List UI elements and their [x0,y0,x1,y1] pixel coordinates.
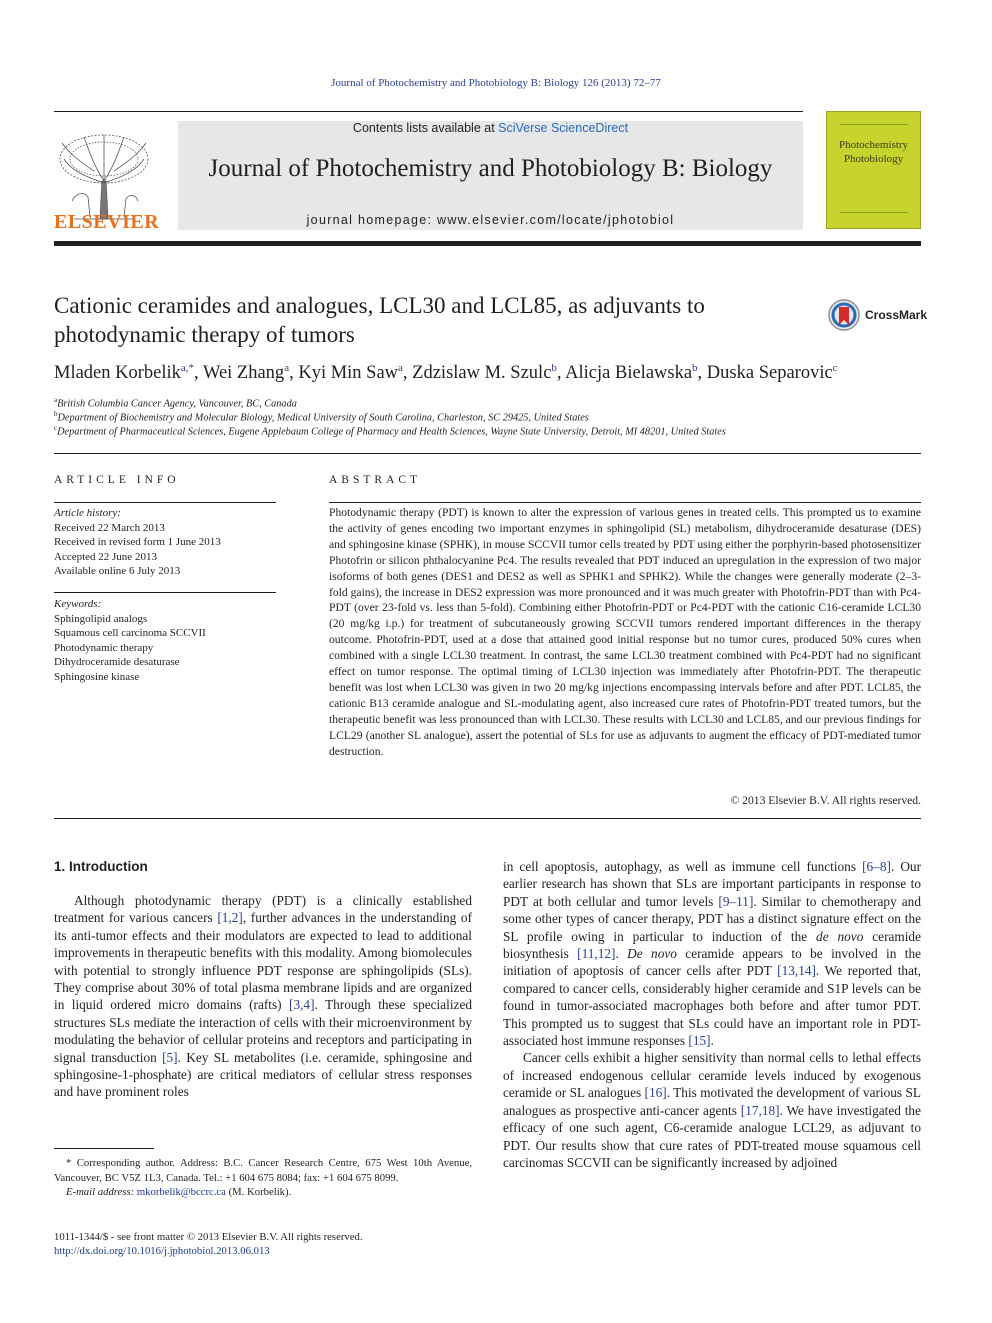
author-affiliation-marker[interactable]: a [284,362,290,374]
abstract-text: Photodynamic therapy (PDT) is known to alter the expression of various genes in treated cells. This prompted us to examine the activity of genes encoding two important enzymes in sphingolipid (SL) metabolism, dihydroceramide desaturase (DES) and sphingosine kinase (SPHK), in mouse SCCVII tumor cells treated by PDT using either the porphyrin-based photosensitizer Photofrin or silicon phthalocyanine Pc4. The results revealed that PDT induced an upregulation in the expression of two major isoforms of both genes (DES1 and DES2 as well as SPHK1 and SPHK2). While the changes were generally moderate (2–3-fold gains), the increase in DES2 expression was more pronounced and it was much greater with Photofrin-PDT than with Pc4-PDT (over 23-fold vs. less than 5-fold). Combining either Photofrin-PDT or Pc4-PDT with the cationic C16-ceramide LCL30 (20 mg/kg i.p.) for treatment of subcutaneously growing SCCVII tumors rendered important differences in the therapy outcome. Photofrin-PDT, used at a dose that attained good initial response but no tumor cures, produced 50% cures when combined with a single LCL30 treatment. In contrast, the same LCL30 treatment combined with Pc4-PDT had no significant effect on tumor response. The optimal timing of LCL30 injection was immediately after Photofrin-PDT. The therapeutic benefit was lost when LCL30 was given in two 20 mg/kg injections encompassing intervals before and after PDT. LCL85, the cationic B13 ceramide analogue and SL-modulating agent, also increased cure rates of Photofrin-PDT treated tumors, but the therapeutic benefit was less pronounced than with LCL30. These results with LCL30 and LCL85, and our previous findings for LCL29 (another SL analogue), assert the potential of SLs for use as adjuvants to augment the efficacy of PDT-mediated tumor destruction. [329,506,921,758]
author-affiliation-marker[interactable]: a,* [180,362,195,374]
author-name[interactable]: Wei Zhang [202,363,285,384]
email-link[interactable]: mkorbelik@bccrc.ca [136,1186,226,1198]
citation-link[interactable]: [9–11] [718,893,754,909]
author-name[interactable]: Mladen Korbelik [54,363,181,384]
italic-text: de novo [816,928,864,944]
history-item: Received in revised form 1 June 2013 [54,536,221,548]
author-affiliation-marker[interactable]: b [551,362,557,374]
author-affiliation-marker[interactable]: a [398,362,403,374]
affiliation [54,410,934,423]
doi-link[interactable]: http://dx.doi.org/10.1016/j.jphotobiol.2013.06.013 [54,1245,270,1257]
contents-prefix: Contents lists available at [352,121,499,135]
affiliation-text: Department of Pharmaceutical Sciences, Eugene Applebaum College of Pharmacy and Health Sciences, Wayne State University, Detroit, MI 48201, United States [57,426,726,438]
email-suffix: (M. Korbelik). [225,1186,292,1198]
author-list: Mladen Korbelik$^{a,*}$, Wei Zhang$^a$, Kyi Min Saw$^a$, Zdzislaw M. Szulc$^b$, Alicja Bielawska$^b$, Duska Separovic$^c$ [54,362,838,384]
author-affiliation-marker[interactable]: b [692,362,698,374]
journal-homepage[interactable]: journal homepage: www.elsevier.com/locate/jphotobiol [306,213,675,227]
affiliation-text: Department of Biochemistry and Molecular Biology, Medical University of South Carolina, Charleston, SC 29425, United States [57,412,589,424]
paragraph: Cancer cells exhibit a higher sensitivity than normal cells to lethal effects of increased endogenous cellular ceramide levels induced by exogenous ceramide or SL analogues [16]. This motivated the development of various SL analogues as prospective anti-cancer agents [17,18]. We have investigated the efficacy of one such agent, C6-ceramide analogue LCL29, as adjuvant to PDT. Our results show that cure rates of PDT-treated mouse squamous cell carcinomas SCCVII can be significantly increased by adjoined [503,1050,921,1170]
history-item: Received 22 March 2013 [54,521,165,534]
email-label: E-mail address: [66,1186,137,1198]
journal-name: Journal of Photochemistry and Photobiology B: Biology [208,155,773,182]
article-title: Cationic ceramides and analogues, LCL30 and LCL85, as adjuvants to photodynamic therapy of tumors [54,293,705,347]
cover-rule [840,212,908,213]
elsevier-wordmark: ELSEVIER [54,211,160,233]
citation-link[interactable]: [6–8] [862,859,891,874]
citation-link[interactable]: [1,2] [217,910,243,926]
keyword: Squamous cell carcinoma SCCVII [54,627,206,639]
info-divider [54,453,921,454]
crossmark-icon[interactable] [828,299,860,331]
keyword: Dihydroceramide desaturase [54,656,180,668]
author-name[interactable]: Duska Separovic [706,363,833,384]
history-item: Available online 6 July 2013 [54,565,181,577]
contents-line [178,121,803,135]
affiliation [54,424,934,437]
citation-link[interactable]: [15] [688,1033,711,1049]
article-history [54,506,276,579]
author-name[interactable]: Zdzislaw M. Szulc [412,363,552,384]
keywords [54,597,276,684]
author-name[interactable]: Kyi Min Saw [298,363,399,384]
history-item: Accepted 22 June 2013 [54,550,157,563]
body-column-left [54,892,472,1101]
keywords-rule [54,592,276,593]
footnote-rule [54,1148,154,1149]
keywords-label: Keywords: [54,598,102,610]
citation-link[interactable]: [17,18] [740,1102,780,1118]
crossmark-label[interactable]: CrossMark [865,308,928,322]
citation-link[interactable]: [13,14] [777,963,816,979]
body-column-right [503,858,921,1171]
sciencedirect-link[interactable]: SciVerse ScienceDirect [498,121,629,135]
journal-reference[interactable]: Journal of Photochemistry and Photobiology B: Biology 126 (2013) 72–77 [331,77,661,89]
keyword: Sphingolipid analogs [54,612,148,625]
citation-link[interactable]: [16] [644,1085,667,1101]
citation-link[interactable]: [3,4] [289,997,315,1013]
cover-title: Photochemistry Photobiology [838,139,909,165]
paragraph: Although photodynamic therapy (PDT) is a clinically established treatment for various cancers [1,2], further advances in the understanding of its anti-tumor effects and their modulators are expected to lead to additional improvements in therapeutic benefits with this modality. Among biomolecules with potential to strongly influence PDT response are sphingolipids (SLs). They comprise about 30% of total plasma membrane lipids and are organized in liquid ordered micro domains (rafts) [3,4]. Through these specialized structures SLs mediate the interaction of cells with their microenvironment by modulating the behavior of cellular proteins and receptors and participating in signal transduction [5]. Key SL metabolites (i.e. ceramide, sphingosine and sphingosine-1-phosphate) are critical mediators of cellular stress responses and have prominent roles [54,893,472,1100]
affiliation-marker: c [54,424,58,432]
header-divider [54,111,803,112]
abstract-rule [329,502,921,503]
abstract-copyright: © 2013 Elsevier B.V. All rights reserved. [730,794,921,807]
section-heading-introduction: 1. Introduction [54,859,148,874]
paragraph: in cell apoptosis, autophagy, as well as immune cell functions [6–8]. Our earlier research has shown that SLs are important participants in response to PDT at both cellular and tumor levels [9–11]. Similar to chemotherapy and some other types of cancer therapy, PDT has a distinct signature effect on the SL profile owing in particular to induction of the de novo ceramide biosynthesis [11,12]. De novo ceramide appears to be involved in the initiation of apoptosis of cancer cells after PDT [13,14]. We reported that, compared to cancer cells, considerably higher ceramide and S1P levels can be found in tumor-associated macrophages both before and after tumor PDT. This prompted us to suggest that SLs could have an important role in PDT-associated host immune responses [15]. [503,859,921,1049]
affiliation [54,396,934,409]
affiliation-marker: a [54,396,58,404]
cover-rule [840,124,908,125]
author-affiliation-marker[interactable]: c [832,362,838,374]
header-thick-rule [54,241,921,246]
article-info-rule [54,502,276,503]
issn-line: 1011-1344/$ - see front matter © 2013 Elsevier B.V. All rights reserved. [54,1231,363,1243]
keyword: Sphingosine kinase [54,670,140,683]
citation-link[interactable]: [11,12] [577,946,616,962]
article-info-heading: ARTICLE INFO [54,474,180,486]
corresponding-author-note [54,1156,472,1200]
abstract-end-rule [54,818,921,819]
front-matter [54,1230,554,1258]
keyword: Photodynamic therapy [54,641,154,654]
abstract-heading: ABSTRACT [329,474,422,486]
citation-link[interactable]: [5] [162,1049,178,1065]
corresponding-author-text: * Corresponding author. Address: B.C. Cancer Research Centre, 675 West 10th Avenue, Vancouver, BC V5Z 1L3, Canada. Tel.: +1 604 675 8084; fax: +1 604 675 8099. [54,1157,472,1184]
email-line [54,1185,472,1200]
affiliation-text: British Columbia Cancer Agency, Vancouver, BC, Canada [57,398,297,410]
italic-text: De novo [627,946,677,962]
history-label: Article history: [54,507,121,519]
author-name[interactable]: Alicja Bielawska [565,363,693,384]
affiliation-marker: b [54,410,58,418]
